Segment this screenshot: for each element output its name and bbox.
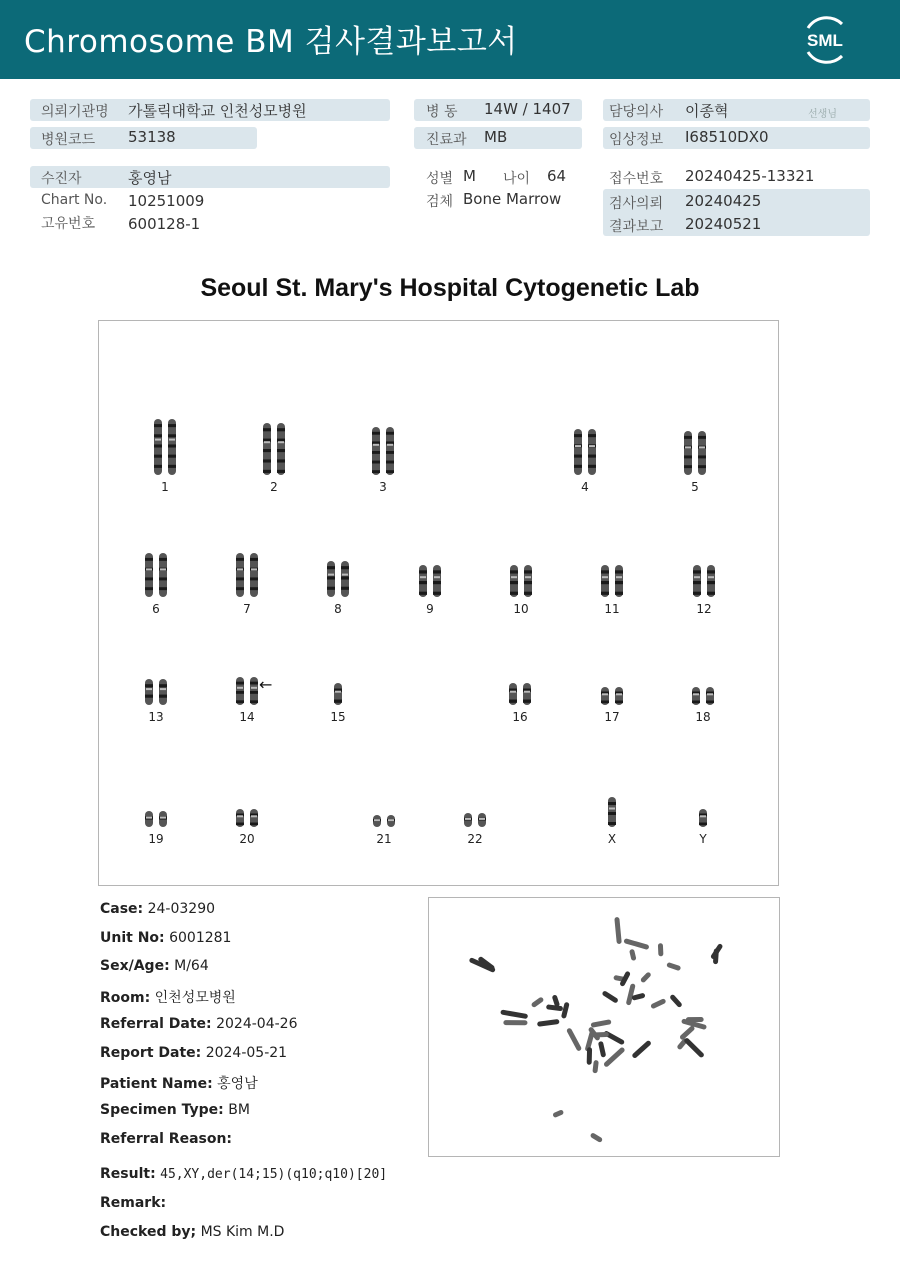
chromosome-pair-14 bbox=[236, 677, 258, 705]
chromosome-label-21: 21 bbox=[376, 832, 392, 846]
metaphase-chromosome bbox=[683, 1037, 705, 1058]
chromosome-label-22: 22 bbox=[467, 832, 483, 846]
metaphase-chromosome bbox=[537, 1019, 560, 1027]
chromosome-label-1: 1 bbox=[161, 480, 169, 494]
report-title: Chromosome BM 검사결과보고서 bbox=[24, 24, 518, 60]
sml-logo bbox=[800, 12, 850, 66]
metaphase-chromosome bbox=[552, 1109, 564, 1118]
chart-no-label: Chart No. bbox=[41, 192, 108, 208]
chromosome-pair-8 bbox=[327, 561, 349, 597]
chromosome-label-6: 6 bbox=[152, 602, 160, 616]
chromosome-label-5: 5 bbox=[691, 480, 699, 494]
derivative-arrow-icon: ← bbox=[259, 675, 273, 694]
chromosome-label-7: 7 bbox=[243, 602, 251, 616]
chromosome-pair-18 bbox=[692, 687, 714, 705]
metaphase-chromosome bbox=[503, 1020, 527, 1025]
specimen-type-value: BM bbox=[228, 1102, 250, 1118]
chromosome-pair-7 bbox=[236, 553, 258, 597]
metaphase-chromosome bbox=[500, 1009, 528, 1019]
metaphase-chromosome bbox=[601, 990, 618, 1004]
chromosome-label-Y: Y bbox=[699, 832, 707, 846]
metaphase-chromosome bbox=[561, 1002, 570, 1019]
metaphase-chromosome bbox=[669, 994, 683, 1008]
chromosome-label-15: 15 bbox=[330, 710, 346, 724]
chromosome-label-3: 3 bbox=[379, 480, 387, 494]
unit-row: Unit No: 6001281 bbox=[100, 930, 232, 946]
clinical-info-value: I68510DX0 bbox=[685, 128, 769, 146]
chromosome-pair-3 bbox=[372, 427, 394, 475]
chromosome-pair-2 bbox=[263, 423, 285, 475]
sex-value: M bbox=[463, 167, 476, 185]
chromosome-label-16: 16 bbox=[512, 710, 528, 724]
specimen-label: 검체 bbox=[426, 194, 454, 210]
report-date-value: 20240521 bbox=[685, 215, 762, 233]
metaphase-chromosome bbox=[598, 1041, 606, 1058]
chromosome-pair-4 bbox=[574, 429, 596, 475]
metaphase-chromosome bbox=[603, 1046, 626, 1067]
karyogram bbox=[99, 321, 778, 885]
chromosome-label-10: 10 bbox=[513, 602, 529, 616]
chromosome-pair-6 bbox=[145, 553, 167, 597]
report-date-row: Report Date: 2024-05-21 bbox=[100, 1045, 288, 1061]
room-row: Room: 인천성모병원 bbox=[100, 990, 236, 1006]
svg-text:SML: SML bbox=[807, 31, 843, 50]
chromosome-pair-10 bbox=[510, 565, 532, 597]
chromosome-label-2: 2 bbox=[270, 480, 278, 494]
chromosome-label-4: 4 bbox=[581, 480, 589, 494]
referral-date-value: 2024-04-26 bbox=[216, 1016, 298, 1032]
chromosome-label-14: 14 bbox=[239, 710, 255, 724]
result-value: 45,XY,der(14;15)(q10;q10)[20] bbox=[160, 1167, 388, 1182]
hospital-code-value: 53138 bbox=[128, 128, 176, 146]
chromosome-label-12: 12 bbox=[696, 602, 712, 616]
request-date-value: 20240425 bbox=[685, 192, 762, 210]
room-value: 인천성모병원 bbox=[154, 990, 236, 1006]
patient-value: 홍영남 bbox=[128, 169, 172, 187]
chromosome-pair-17 bbox=[601, 687, 623, 705]
checked-value: MS Kim M.D bbox=[200, 1224, 285, 1240]
receipt-no-label: 접수번호 bbox=[609, 171, 664, 187]
specimen-value: Bone Marrow bbox=[463, 190, 562, 208]
referral-date-row: Referral Date: 2024-04-26 bbox=[100, 1016, 298, 1032]
chromosome-label-18: 18 bbox=[695, 710, 711, 724]
ward-value: 14W / 1407 bbox=[484, 100, 571, 118]
checked-row: Checked by; MS Kim M.D bbox=[100, 1224, 285, 1240]
chromosome-pair-21 bbox=[373, 815, 395, 827]
metaphase-chromosome bbox=[631, 1040, 652, 1059]
age-label: 나이 bbox=[503, 171, 531, 187]
karyogram-panel bbox=[98, 320, 779, 886]
specimen-row: Specimen Type: BM bbox=[100, 1102, 250, 1118]
chromosome-pair-5 bbox=[684, 431, 706, 475]
chart-no-value: 10251009 bbox=[128, 192, 205, 210]
chromosome-pair-19 bbox=[145, 811, 167, 827]
doctor-suffix: 선생님 bbox=[808, 109, 837, 120]
hospital-code-label: 병원코드 bbox=[41, 132, 96, 148]
chromosome-pair-Y bbox=[699, 809, 707, 827]
chromosome-pair-9 bbox=[419, 565, 441, 597]
remark-row: Remark: bbox=[100, 1195, 167, 1211]
metaphase-chromosome bbox=[590, 1019, 611, 1028]
metaphase-chromosome bbox=[614, 917, 622, 944]
dept-value: MB bbox=[484, 128, 508, 146]
doctor-label: 담당의사 bbox=[609, 104, 664, 120]
case-row: Case: 24-03290 bbox=[100, 901, 216, 917]
chromosome-pair-1 bbox=[154, 419, 176, 475]
metaphase-chromosome bbox=[587, 1047, 592, 1065]
chromosome-label-11: 11 bbox=[604, 602, 620, 616]
patient-label: 수진자 bbox=[41, 171, 82, 187]
metaphase-chromosome bbox=[631, 993, 645, 1001]
age-value: 64 bbox=[547, 167, 567, 185]
chromosome-pair-13 bbox=[145, 679, 167, 705]
sexage-row: Sex/Age: M/64 bbox=[100, 958, 209, 974]
metaphase-spread bbox=[429, 898, 779, 1156]
sex-label: 성별 bbox=[426, 171, 454, 187]
reason-row: Referral Reason: bbox=[100, 1131, 233, 1147]
chromosome-pair-12 bbox=[693, 565, 715, 597]
doctor-value: 이종혁 bbox=[685, 102, 729, 120]
metaphase-chromosome bbox=[658, 943, 664, 956]
case-value: 24-03290 bbox=[147, 901, 216, 917]
receipt-no-value: 20240425-13321 bbox=[685, 167, 815, 185]
chromosome-pair-22 bbox=[464, 813, 486, 827]
clinical-info-label: 임상정보 bbox=[609, 132, 664, 148]
metaphase-chromosome bbox=[531, 996, 545, 1008]
unique-no-value: 600128-1 bbox=[128, 215, 201, 233]
sexage-value: M/64 bbox=[174, 958, 209, 974]
chromosome-label-19: 19 bbox=[148, 832, 164, 846]
chromosome-label-8: 8 bbox=[334, 602, 342, 616]
report-header bbox=[0, 0, 900, 79]
chromosome-pair-20 bbox=[236, 809, 258, 827]
unit-value: 6001281 bbox=[169, 930, 232, 946]
dept-label: 진료과 bbox=[426, 132, 467, 148]
metaphase-chromosome bbox=[566, 1027, 582, 1051]
chromosome-label-X: X bbox=[607, 832, 617, 846]
chromosome-label-20: 20 bbox=[239, 832, 255, 846]
metaphase-chromosome bbox=[650, 998, 666, 1009]
chromosome-pair-15 bbox=[334, 683, 342, 705]
chromosome-pair-X bbox=[608, 797, 616, 827]
metaphase-chromosome bbox=[590, 1132, 603, 1143]
metaphase-chromosome bbox=[666, 962, 681, 971]
metaphase-chromosome bbox=[640, 971, 652, 983]
metaphase-chromosome bbox=[592, 1060, 598, 1074]
result-row: Result: 45,XY,der(14;15)(q10;q10)[20] bbox=[100, 1166, 388, 1182]
request-date-label: 검사의뢰 bbox=[609, 196, 664, 212]
report-date-label: 결과보고 bbox=[609, 219, 664, 235]
metaphase-chromosome bbox=[623, 938, 649, 950]
report-date-value: 2024-05-21 bbox=[205, 1045, 288, 1061]
metaphase-image bbox=[428, 897, 780, 1157]
lab-title: Seoul St. Mary's Hospital Cytogenetic Lab bbox=[200, 274, 700, 302]
patient-name-value: 홍영남 bbox=[217, 1076, 258, 1092]
chromosome-label-9: 9 bbox=[426, 602, 434, 616]
institution-label: 의뢰기관명 bbox=[41, 104, 109, 120]
chromosome-pair-11 bbox=[601, 565, 623, 597]
institution-value: 가톨릭대학교 인천성모병원 bbox=[128, 102, 307, 120]
metaphase-chromosome bbox=[546, 1004, 563, 1011]
metaphase-chromosome bbox=[626, 983, 636, 1005]
chromosome-pair-16 bbox=[509, 683, 531, 705]
metaphase-chromosome bbox=[629, 949, 636, 961]
patient-name-row: Patient Name: 홍영남 bbox=[100, 1076, 258, 1092]
chromosome-label-17: 17 bbox=[604, 710, 620, 724]
ward-label: 병 동 bbox=[426, 104, 458, 120]
chromosome-label-13: 13 bbox=[148, 710, 164, 724]
unique-no-label: 고유번호 bbox=[41, 216, 96, 232]
